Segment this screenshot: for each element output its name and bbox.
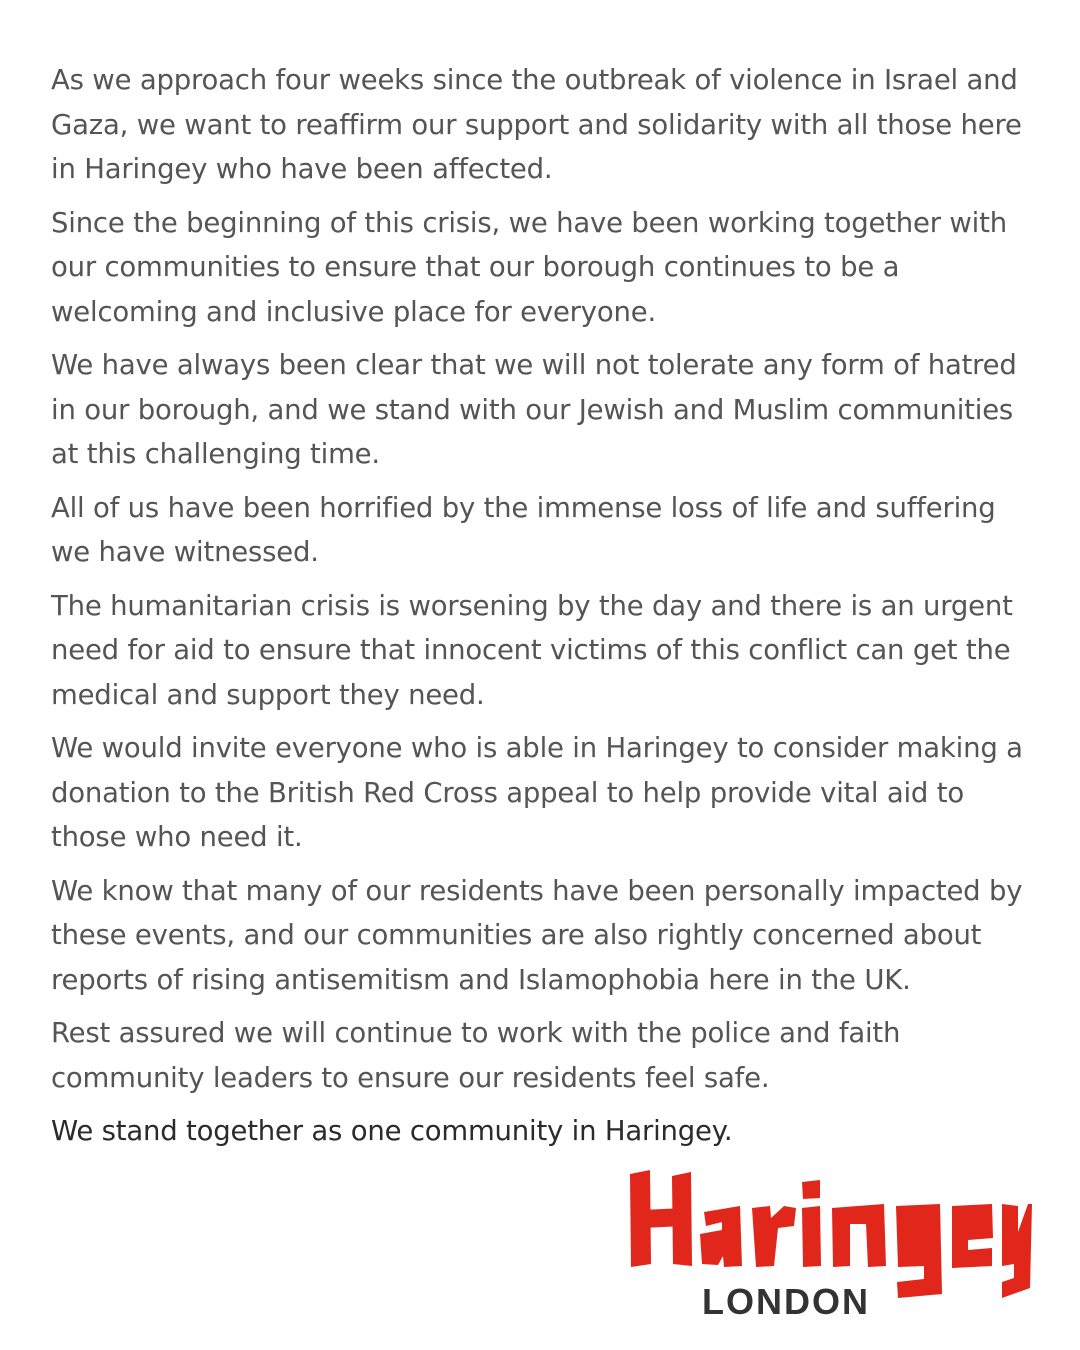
haringey-london-logo bbox=[622, 1168, 1032, 1318]
statement-body bbox=[51, 58, 1041, 1163]
haringey-logo-graphic bbox=[622, 1168, 1032, 1318]
haringey-wordmark bbox=[630, 1170, 1032, 1298]
paragraph-8: Rest assured we will continue to work with the police and faith community leaders to ensure our residents feel safe. bbox=[51, 1017, 901, 1094]
logo-subtitle: LONDON bbox=[702, 1281, 870, 1318]
paragraph-4: All of us have been horrified by the immense loss of life and suffering we have witnessed. bbox=[51, 491, 996, 568]
closing-statement: We stand together as one community in Haringey. bbox=[51, 1115, 733, 1147]
paragraph-3: We have always been clear that we will not tolerate any form of hatred in our borough, and we stand with our Jewish and Muslim communities at this challenging time. bbox=[51, 349, 1017, 470]
paragraph-1: As we approach four weeks since the outbreak of violence in Israel and Gaza, we want to reaffirm our support and solidarity with all those here in Haringey who have been affected. bbox=[51, 64, 1022, 185]
paragraph-2: Since the beginning of this crisis, we have been working together with our communities to ensure that our borough continues to be a welcoming and inclusive place for everyone. bbox=[51, 206, 1007, 328]
paragraph-5: The humanitarian crisis is worsening by the day and there is an urgent need for aid to ensure that innocent victims of this conflict can get the medical and support they need. bbox=[51, 589, 1013, 711]
paragraph-7: We know that many of our residents have been personally impacted by these events, and our communities are also rightly concerned about reports of rising antisemitism and Islamophobia here in the UK. bbox=[51, 874, 1023, 996]
paragraph-6: We would invite everyone who is able in Haringey to consider making a donation to the British Red Cross appeal to help provide vital aid to those who need it. bbox=[51, 732, 1023, 853]
